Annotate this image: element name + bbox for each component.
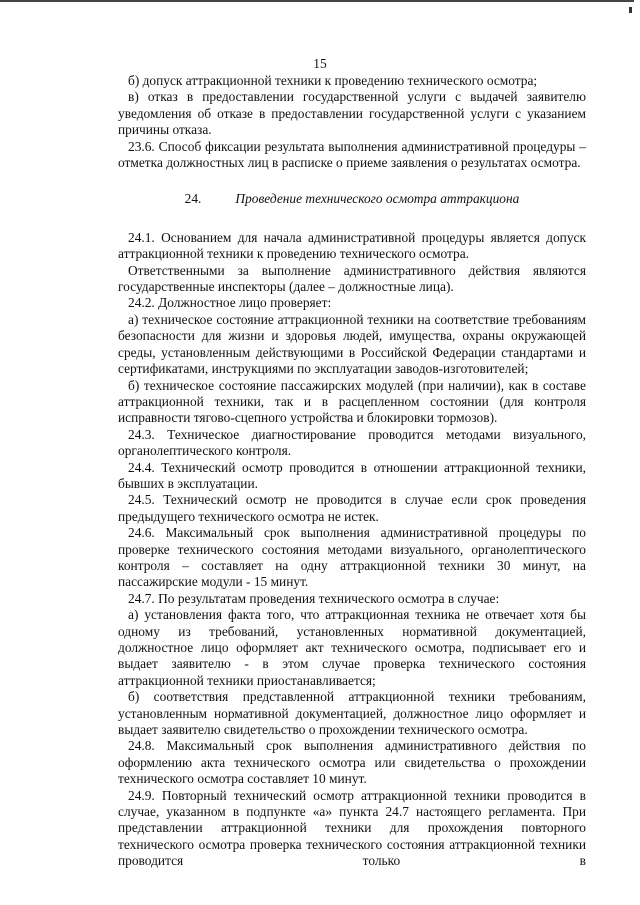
scan-top-edge bbox=[0, 0, 634, 2]
page-number: 15 bbox=[313, 56, 327, 71]
paragraph: б) соответствия представленной аттракционной техники требованиям, установленным нормативной документацией, должностное лицо оформляет и выдает заявителю свидетельство о прохождении технического осмотра. bbox=[118, 689, 586, 738]
document-body bbox=[118, 73, 586, 870]
scan-mark bbox=[629, 7, 632, 13]
section-title: Проведение технического осмотра аттракциона bbox=[235, 191, 520, 207]
paragraph: Ответственными за выполнение административного действия являются государственные инспекторы (далее – должностные лица). bbox=[118, 262, 586, 295]
paragraph: в) отказ в предоставлении государственной услуги с выдачей заявителю уведомления об отказе в предоставлении государственной услуги с указанием причины отказа. bbox=[118, 89, 586, 138]
section-heading bbox=[118, 191, 586, 207]
paragraph: 24.9. Повторный технический осмотр аттракционной техники проводится в случае, указанном в подпункте «а» пункта 24.7 настоящего регламента. При представлении аттракционной техники для прохождения повторного технического осмотра проверка технического состояния аттракционной техники проводится только в bbox=[118, 787, 586, 869]
paragraph: 24.7. По результатам проведения технического осмотра в случае: bbox=[128, 590, 500, 606]
paragraph: 23.6. Способ фиксации результата выполнения административной процедуры – отметка должностных лиц в расписке о приеме заявления о результатах осмотра. bbox=[118, 138, 586, 171]
paragraph: 24.8. Максимальный срок выполнения административного действия по оформлению акта технического осмотра или свидетельства о прохождении технического осмотра составляет 10 минут. bbox=[118, 738, 586, 787]
paragraph: 24.1. Основанием для начала административной процедуры является допуск аттракционной техники к проведению технического осмотра. bbox=[118, 229, 586, 262]
paragraph: 24.6. Максимальный срок выполнения административной процедуры по проверке технического состояния методами визуального, органолептического контроля – составляет на одну аттракционной техники 30 минут, на пассажирские модули - 15 минут. bbox=[118, 525, 586, 590]
section-number: 24. bbox=[184, 191, 202, 207]
paragraph: б) допуск аттракционной техники к проведению технического осмотра; bbox=[128, 73, 538, 88]
paragraph: 24.5. Технический осмотр не проводится в случае если срок проведения предыдущего технического осмотра не истек. bbox=[118, 492, 586, 524]
paragraph: 24.4. Технический осмотр проводится в отношении аттракционной техники, бывших в эксплуатации. bbox=[118, 459, 586, 491]
paragraph: б) техническое состояние пассажирских модулей (при наличии), как в составе аттракционной техники, так и в расцепленном состоянии (для контроля исправности тягово-сцепного устройства и блокировки тормозов). bbox=[118, 377, 586, 426]
paragraph: 24.2. Должностное лицо проверяет: bbox=[128, 295, 332, 311]
paragraph: а) установления факта того, что аттракционная техника не отвечает хотя бы одному из требований, установленных нормативной документацией, должностное лицо оформляет акт технического осмотра, подписывает его и выдает заявителю - в этом случае проверка технического состояния аттракционной техники приостанавливается; bbox=[118, 607, 586, 688]
paragraph: 24.3. Техническое диагностирование проводится методами визуального, органолептического контроля. bbox=[118, 426, 586, 459]
paragraph: а) техническое состояние аттракционной техники на соответствие требованиям безопасности для жизни и здоровья людей, имущества, охраны окружающей среды, установленным действующими в Российской Федерации стандартами и сертификатами, инструкциями по эксплуатации заводов-изготовителей; bbox=[118, 311, 586, 377]
